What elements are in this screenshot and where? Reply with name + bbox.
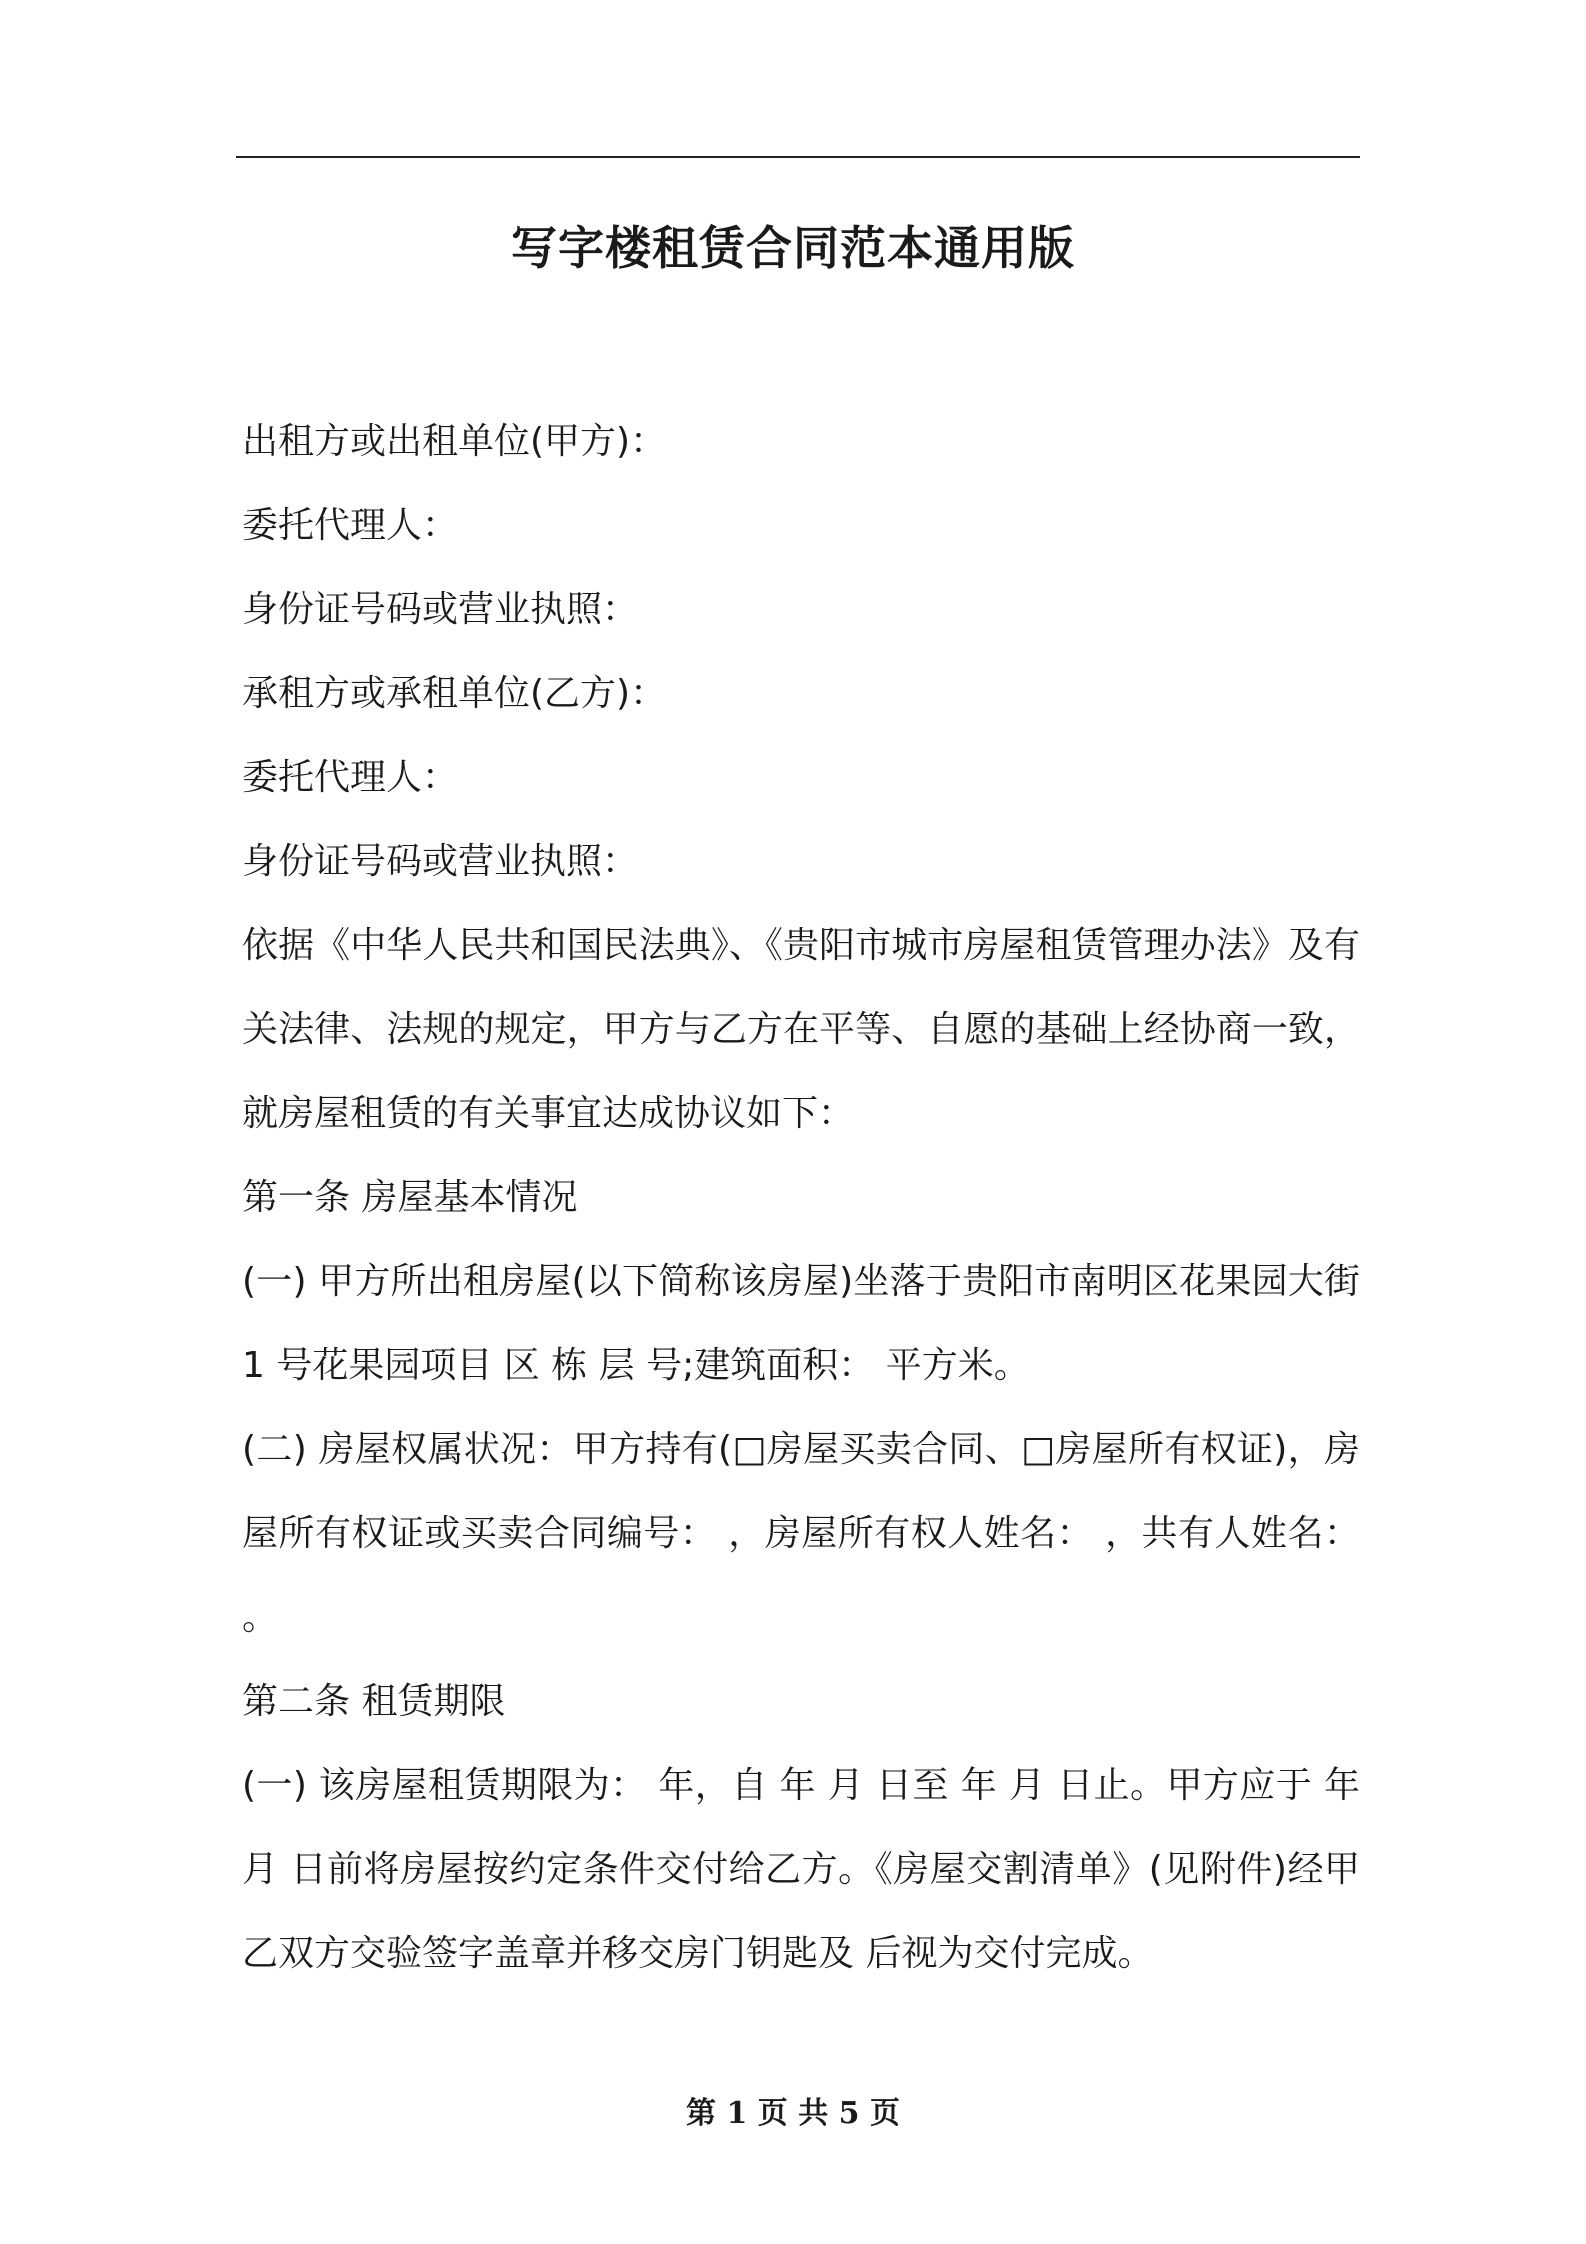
party-lessor-id: 身份证号码或营业执照： [242, 589, 639, 630]
article-2-item-1: (一) 该房屋租赁期限为： 年，自 年 月 日至 年 月 日止。甲方应于 年 月 日前将房屋按约定条件交付给乙方。《房屋交割清单》(见附件)经甲乙双方交验签字盖章并移交房门钥匙及 后视为交付完成。 [242, 1765, 1360, 1974]
party-lessor: 出租方或出租单位(甲方)： [242, 421, 667, 462]
article-2-heading: 第二条 租赁期限 [242, 1681, 506, 1722]
article-1-heading: 第一条 房屋基本情况 [242, 1177, 578, 1218]
party-lessee-id: 身份证号码或营业执照： [242, 841, 639, 882]
party-lessor-agent: 委托代理人： [242, 505, 459, 546]
preamble-paragraph: 依据《中华人民共和国民法典》、《贵阳市城市房屋租赁管理办法》及有关法律、法规的规定，甲方与乙方在平等、自愿的基础上经协商一致，就房屋租赁的有关事宜达成协议如下： [242, 925, 1360, 1134]
article-1-item-2: (二) 房屋权属状况：甲方持有(□房屋买卖合同、□房屋所有权证)，房屋所有权证或买卖合同编号： ，房屋所有权人姓名： ，共有人姓名： 。 [242, 1429, 1360, 1638]
document-title: 写字楼租赁合同范本通用版 [511, 221, 1075, 275]
document-body [242, 400, 1360, 1996]
party-lessee-agent: 委托代理人： [242, 757, 459, 798]
article-1-item-1: (一) 甲方所出租房屋(以下简称该房屋)坐落于贵阳市南明区花果园大街 1 号花果园项目 区 栋 层 号;建筑面积： 平方米。 [242, 1261, 1360, 1386]
header-divider [236, 156, 1360, 158]
page-number-footer: 第 1 页 共 5 页 [686, 2096, 900, 2131]
party-lessee: 承租方或承租单位(乙方)： [242, 673, 667, 714]
